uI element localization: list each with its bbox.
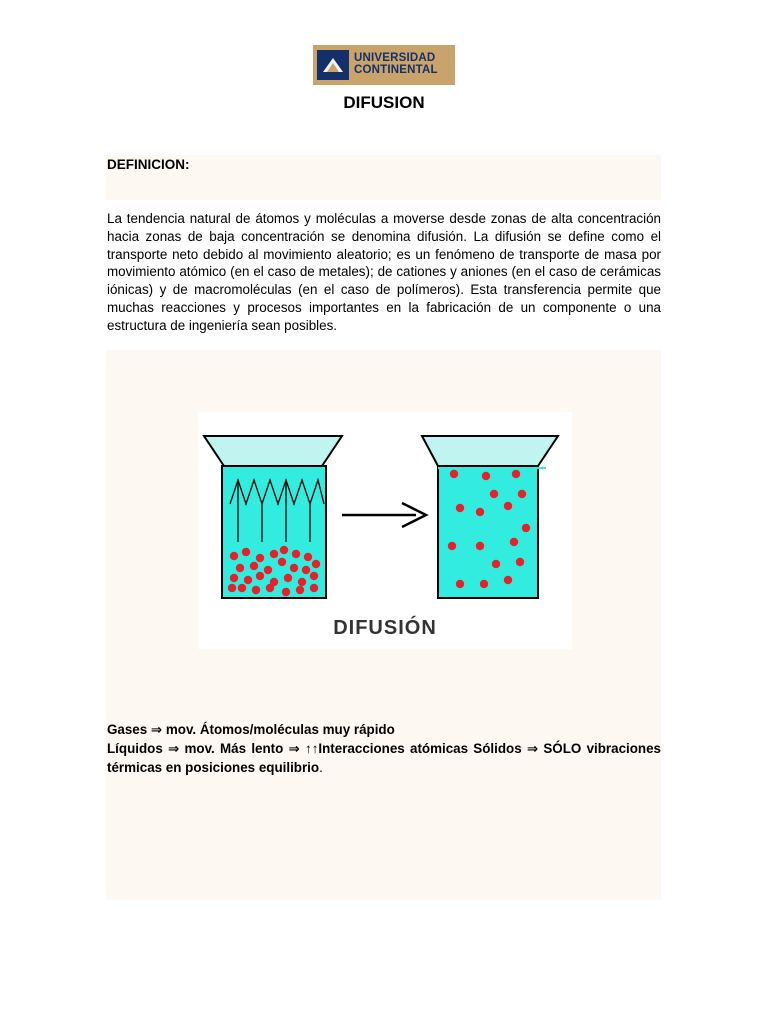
particle xyxy=(282,588,290,596)
particle xyxy=(448,542,456,550)
particle xyxy=(264,566,272,574)
summary-period: . xyxy=(319,760,323,775)
particle xyxy=(456,580,464,588)
particle xyxy=(236,564,244,572)
summary-liquids-solids: Líquidos ⇒ mov. Más lento ⇒ ↑↑Interacciones atómicas Sólidos ⇒ SÓLO vibraciones térmicas en posiciones equilibrio xyxy=(107,741,661,775)
particle xyxy=(250,562,258,570)
diffusion-figure xyxy=(198,412,572,649)
particle xyxy=(450,470,458,478)
particle xyxy=(480,580,488,588)
particle xyxy=(238,584,246,592)
particle xyxy=(296,586,304,594)
particle xyxy=(476,542,484,550)
particle xyxy=(230,574,238,582)
particle xyxy=(482,472,490,480)
particle xyxy=(310,584,318,592)
particle xyxy=(242,548,250,556)
particle xyxy=(228,584,236,592)
definition-paragraph: La tendencia natural de átomos y moléculas a moverse desde zonas de alta concentración hacia zonas de baja concentración se denomina difusión. La difusión se define como el transporte neto debido al movimiento aleatorio; es un fenómeno de transporte de masa por movimiento atómico (en el caso de metales); de cationes y aniones (en el caso de cerámicas iónicas) y de macromoléculas (en el caso de polímeros). Esta transferencia permite que muchas reacciones y procesos importantes en la fabricación de un componente o una estructura de ingeniería sean posibles. xyxy=(107,211,661,333)
university-logo xyxy=(313,45,455,85)
summary-block xyxy=(107,720,661,777)
particle xyxy=(456,504,464,512)
particle xyxy=(504,576,512,584)
diffusion-diagram xyxy=(198,412,572,649)
particle xyxy=(292,550,300,558)
particle xyxy=(504,502,512,510)
summary-gases: Gases ⇒ mov. Átomos/moléculas muy rápido xyxy=(107,722,395,737)
particle xyxy=(522,524,530,532)
particle xyxy=(492,560,500,568)
figure-caption: DIFUSIÓN xyxy=(333,617,437,639)
particle xyxy=(512,470,520,478)
particle xyxy=(518,490,526,498)
particle xyxy=(252,586,260,594)
logo-text xyxy=(354,52,438,76)
particle xyxy=(298,578,306,586)
particle xyxy=(476,508,484,516)
particle xyxy=(516,558,524,566)
particle xyxy=(280,546,288,554)
particle xyxy=(278,558,286,566)
right-beaker xyxy=(422,436,558,598)
particle xyxy=(256,572,264,580)
particle xyxy=(302,566,310,574)
particle xyxy=(310,572,318,580)
particle xyxy=(490,490,498,498)
particle xyxy=(284,574,292,582)
particle xyxy=(270,550,278,558)
particle xyxy=(510,538,518,546)
section-heading: DEFINICION: xyxy=(107,157,190,172)
particle xyxy=(304,553,312,561)
particle xyxy=(244,576,252,584)
page-title: DIFUSION xyxy=(343,93,425,112)
logo-line2: CONTINENTAL xyxy=(354,64,438,76)
particle xyxy=(266,584,274,592)
logo-emblem-icon xyxy=(317,50,349,80)
logo-line1: UNIVERSIDAD xyxy=(354,52,436,64)
particle xyxy=(312,560,320,568)
particle xyxy=(256,554,264,562)
particle xyxy=(230,552,238,560)
right-arrow-icon xyxy=(342,503,426,527)
left-beaker xyxy=(204,436,342,598)
particle xyxy=(290,564,298,572)
